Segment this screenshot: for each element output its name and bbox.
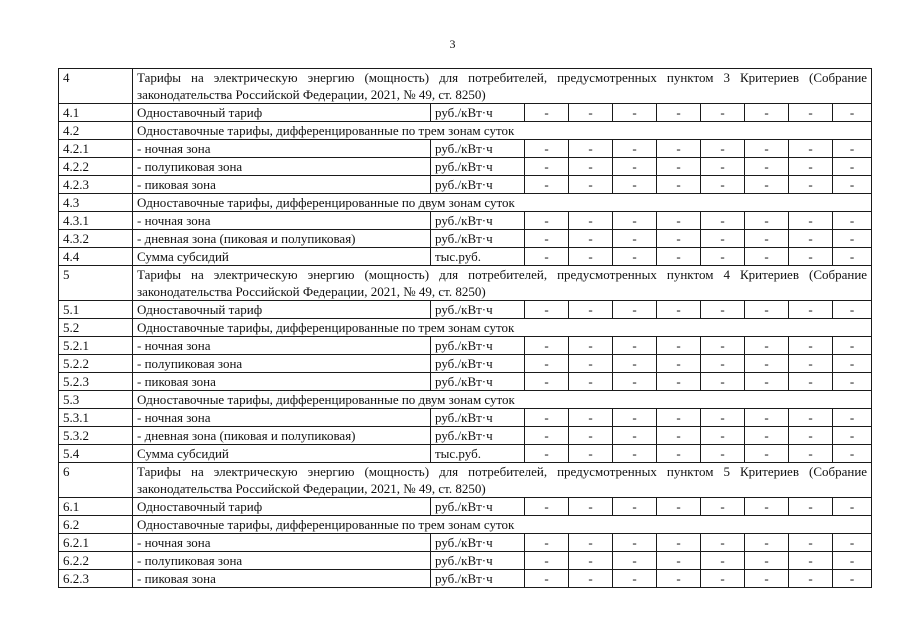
group-row [59,391,872,409]
value-cell: - [833,230,872,248]
unit-cell: руб./кВт·ч [431,427,525,445]
indicator-name: - дневная зона (пиковая и полупиковая) [133,230,431,248]
value-cell: - [789,158,833,176]
value-cell: - [613,176,657,194]
value-cell: - [613,230,657,248]
table-row [59,176,872,194]
row-number: 4.3.2 [59,230,133,248]
group-title: Одноставочные тарифы, дифференцированные по двум зонам суток [133,194,872,212]
table-row [59,427,872,445]
value-cell: - [789,427,833,445]
group-title: Одноставочные тарифы, дифференцированные по трем зонам суток [133,516,872,534]
value-cell: - [833,301,872,319]
value-cell: - [745,176,789,194]
value-cell: - [569,409,613,427]
indicator-name: - дневная зона (пиковая и полупиковая) [133,427,431,445]
value-cell: - [569,355,613,373]
value-cell: - [613,498,657,516]
group-row [59,319,872,337]
row-number: 4.2.2 [59,158,133,176]
value-cell: - [789,337,833,355]
value-cell: - [745,355,789,373]
unit-cell: руб./кВт·ч [431,158,525,176]
table-row [59,337,872,355]
value-cell: - [701,337,745,355]
value-cell: - [833,445,872,463]
value-cell: - [701,212,745,230]
value-cell: - [613,248,657,266]
unit-cell: руб./кВт·ч [431,570,525,588]
value-cell: - [657,552,701,570]
unit-cell: руб./кВт·ч [431,140,525,158]
value-cell: - [701,158,745,176]
section-title: Тарифы на электрическую энергию (мощность) для потребителей, предусмотренных пунктом 5 Критериев (Собрание законодательства Российской Федерации, 2021, № 49, ст. 8250) [133,463,872,498]
value-cell: - [525,552,569,570]
value-cell: - [789,301,833,319]
value-cell: - [569,552,613,570]
table-row [59,104,872,122]
table-row [59,445,872,463]
value-cell: - [833,104,872,122]
unit-cell: руб./кВт·ч [431,534,525,552]
value-cell: - [613,373,657,391]
value-cell: - [569,104,613,122]
value-cell: - [833,248,872,266]
indicator-name: Одноставочный тариф [133,498,431,516]
value-cell: - [525,158,569,176]
row-number: 4.2 [59,122,133,140]
value-cell: - [657,230,701,248]
row-number: 4.1 [59,104,133,122]
indicator-name: - ночная зона [133,337,431,355]
row-number: 5.2 [59,319,133,337]
value-cell: - [657,427,701,445]
value-cell: - [657,355,701,373]
row-number: 5.2.2 [59,355,133,373]
row-number: 6 [59,463,133,498]
indicator-name: - пиковая зона [133,373,431,391]
value-cell: - [525,570,569,588]
table-row [59,355,872,373]
value-cell: - [789,445,833,463]
value-cell: - [833,409,872,427]
value-cell: - [789,373,833,391]
value-cell: - [525,534,569,552]
value-cell: - [657,445,701,463]
indicator-name: - ночная зона [133,140,431,158]
value-cell: - [701,534,745,552]
row-number: 4.3.1 [59,212,133,230]
row-number: 4.4 [59,248,133,266]
value-cell: - [833,552,872,570]
group-row [59,194,872,212]
unit-cell: тыс.руб. [431,248,525,266]
value-cell: - [569,140,613,158]
value-cell: - [701,427,745,445]
indicator-name: - полупиковая зона [133,552,431,570]
value-cell: - [833,498,872,516]
value-cell: - [789,230,833,248]
value-cell: - [833,337,872,355]
section-row [59,463,872,498]
value-cell: - [613,355,657,373]
value-cell: - [525,301,569,319]
value-cell: - [789,534,833,552]
value-cell: - [745,534,789,552]
value-cell: - [525,355,569,373]
value-cell: - [833,373,872,391]
unit-cell: тыс.руб. [431,445,525,463]
value-cell: - [833,534,872,552]
value-cell: - [657,176,701,194]
row-number: 5.2.1 [59,337,133,355]
value-cell: - [745,158,789,176]
value-cell: - [657,301,701,319]
table-row [59,373,872,391]
value-cell: - [525,104,569,122]
value-cell: - [701,498,745,516]
value-cell: - [789,552,833,570]
indicator-name: Сумма субсидий [133,248,431,266]
unit-cell: руб./кВт·ч [431,212,525,230]
value-cell: - [657,104,701,122]
table-row [59,552,872,570]
value-cell: - [613,140,657,158]
value-cell: - [701,445,745,463]
value-cell: - [745,427,789,445]
row-number: 5.3.1 [59,409,133,427]
value-cell: - [525,140,569,158]
value-cell: - [789,212,833,230]
unit-cell: руб./кВт·ч [431,104,525,122]
indicator-name: - полупиковая зона [133,355,431,373]
value-cell: - [569,176,613,194]
value-cell: - [745,230,789,248]
table-row [59,301,872,319]
value-cell: - [525,176,569,194]
value-cell: - [789,570,833,588]
row-number: 6.2.1 [59,534,133,552]
row-number: 4.2.3 [59,176,133,194]
value-cell: - [569,373,613,391]
value-cell: - [613,445,657,463]
value-cell: - [701,230,745,248]
value-cell: - [789,176,833,194]
unit-cell: руб./кВт·ч [431,498,525,516]
value-cell: - [789,140,833,158]
table-row [59,140,872,158]
indicator-name: - полупиковая зона [133,158,431,176]
value-cell: - [701,373,745,391]
value-cell: - [701,176,745,194]
value-cell: - [657,158,701,176]
unit-cell: руб./кВт·ч [431,373,525,391]
value-cell: - [833,176,872,194]
value-cell: - [569,570,613,588]
value-cell: - [613,552,657,570]
value-cell: - [613,534,657,552]
value-cell: - [745,212,789,230]
row-number: 5.2.3 [59,373,133,391]
indicator-name: Одноставочный тариф [133,301,431,319]
value-cell: - [613,158,657,176]
value-cell: - [789,498,833,516]
row-number: 4 [59,69,133,104]
value-cell: - [701,570,745,588]
section-title: Тарифы на электрическую энергию (мощность) для потребителей, предусмотренных пунктом 4 Критериев (Собрание законодательства Российской Федерации, 2021, № 49, ст. 8250) [133,266,872,301]
row-number: 5.3 [59,391,133,409]
value-cell: - [569,248,613,266]
indicator-name: - ночная зона [133,409,431,427]
table-row [59,498,872,516]
row-number: 5.1 [59,301,133,319]
table-row [59,409,872,427]
value-cell: - [657,373,701,391]
value-cell: - [613,301,657,319]
unit-cell: руб./кВт·ч [431,355,525,373]
value-cell: - [701,409,745,427]
group-title: Одноставочные тарифы, дифференцированные по трем зонам суток [133,319,872,337]
value-cell: - [657,534,701,552]
value-cell: - [613,337,657,355]
value-cell: - [569,230,613,248]
value-cell: - [525,498,569,516]
value-cell: - [745,552,789,570]
group-title: Одноставочные тарифы, дифференцированные по двум зонам суток [133,391,872,409]
section-row [59,69,872,104]
value-cell: - [525,230,569,248]
value-cell: - [701,104,745,122]
value-cell: - [569,212,613,230]
value-cell: - [833,158,872,176]
value-cell: - [613,212,657,230]
value-cell: - [745,140,789,158]
indicator-name: - ночная зона [133,212,431,230]
unit-cell: руб./кВт·ч [431,337,525,355]
value-cell: - [701,248,745,266]
group-title: Одноставочные тарифы, дифференцированные по трем зонам суток [133,122,872,140]
unit-cell: руб./кВт·ч [431,409,525,427]
table-row [59,570,872,588]
page-number: 3 [449,37,456,51]
value-cell: - [657,248,701,266]
value-cell: - [569,534,613,552]
row-number: 4.3 [59,194,133,212]
indicator-name: - пиковая зона [133,176,431,194]
value-cell: - [569,427,613,445]
row-number: 6.2.3 [59,570,133,588]
unit-cell: руб./кВт·ч [431,301,525,319]
section-title: Тарифы на электрическую энергию (мощность) для потребителей, предусмотренных пунктом 3 Критериев (Собрание законодательства Российской Федерации, 2021, № 49, ст. 8250) [133,69,872,104]
value-cell: - [833,355,872,373]
indicator-name: - пиковая зона [133,570,431,588]
value-cell: - [657,498,701,516]
value-cell: - [745,498,789,516]
row-number: 5 [59,266,133,301]
row-number: 6.1 [59,498,133,516]
unit-cell: руб./кВт·ч [431,552,525,570]
value-cell: - [789,355,833,373]
row-number: 5.4 [59,445,133,463]
value-cell: - [613,427,657,445]
value-cell: - [701,301,745,319]
unit-cell: руб./кВт·ч [431,230,525,248]
value-cell: - [525,409,569,427]
table-row [59,230,872,248]
value-cell: - [833,212,872,230]
value-cell: - [569,301,613,319]
value-cell: - [701,355,745,373]
row-number: 6.2.2 [59,552,133,570]
value-cell: - [569,498,613,516]
value-cell: - [745,301,789,319]
value-cell: - [525,427,569,445]
value-cell: - [613,570,657,588]
value-cell: - [701,552,745,570]
row-number: 6.2 [59,516,133,534]
value-cell: - [789,104,833,122]
value-cell: - [833,427,872,445]
value-cell: - [525,248,569,266]
value-cell: - [569,158,613,176]
value-cell: - [613,409,657,427]
value-cell: - [569,337,613,355]
indicator-name: - ночная зона [133,534,431,552]
table-row [59,248,872,266]
table-row [59,212,872,230]
value-cell: - [745,248,789,266]
indicator-name: Сумма субсидий [133,445,431,463]
row-number: 5.3.2 [59,427,133,445]
value-cell: - [701,140,745,158]
value-cell: - [569,445,613,463]
value-cell: - [657,337,701,355]
table-row [59,158,872,176]
value-cell: - [657,212,701,230]
value-cell: - [657,140,701,158]
group-row [59,122,872,140]
tariff-table [58,68,872,588]
indicator-name: Одноставочный тариф [133,104,431,122]
value-cell: - [745,373,789,391]
value-cell: - [745,409,789,427]
value-cell: - [833,570,872,588]
value-cell: - [657,570,701,588]
value-cell: - [833,140,872,158]
value-cell: - [525,373,569,391]
value-cell: - [525,445,569,463]
value-cell: - [745,337,789,355]
value-cell: - [613,104,657,122]
row-number: 4.2.1 [59,140,133,158]
value-cell: - [789,409,833,427]
unit-cell: руб./кВт·ч [431,176,525,194]
value-cell: - [745,570,789,588]
group-row [59,516,872,534]
value-cell: - [745,104,789,122]
value-cell: - [525,337,569,355]
value-cell: - [525,212,569,230]
value-cell: - [789,248,833,266]
value-cell: - [745,445,789,463]
section-row [59,266,872,301]
value-cell: - [657,409,701,427]
table-row [59,534,872,552]
